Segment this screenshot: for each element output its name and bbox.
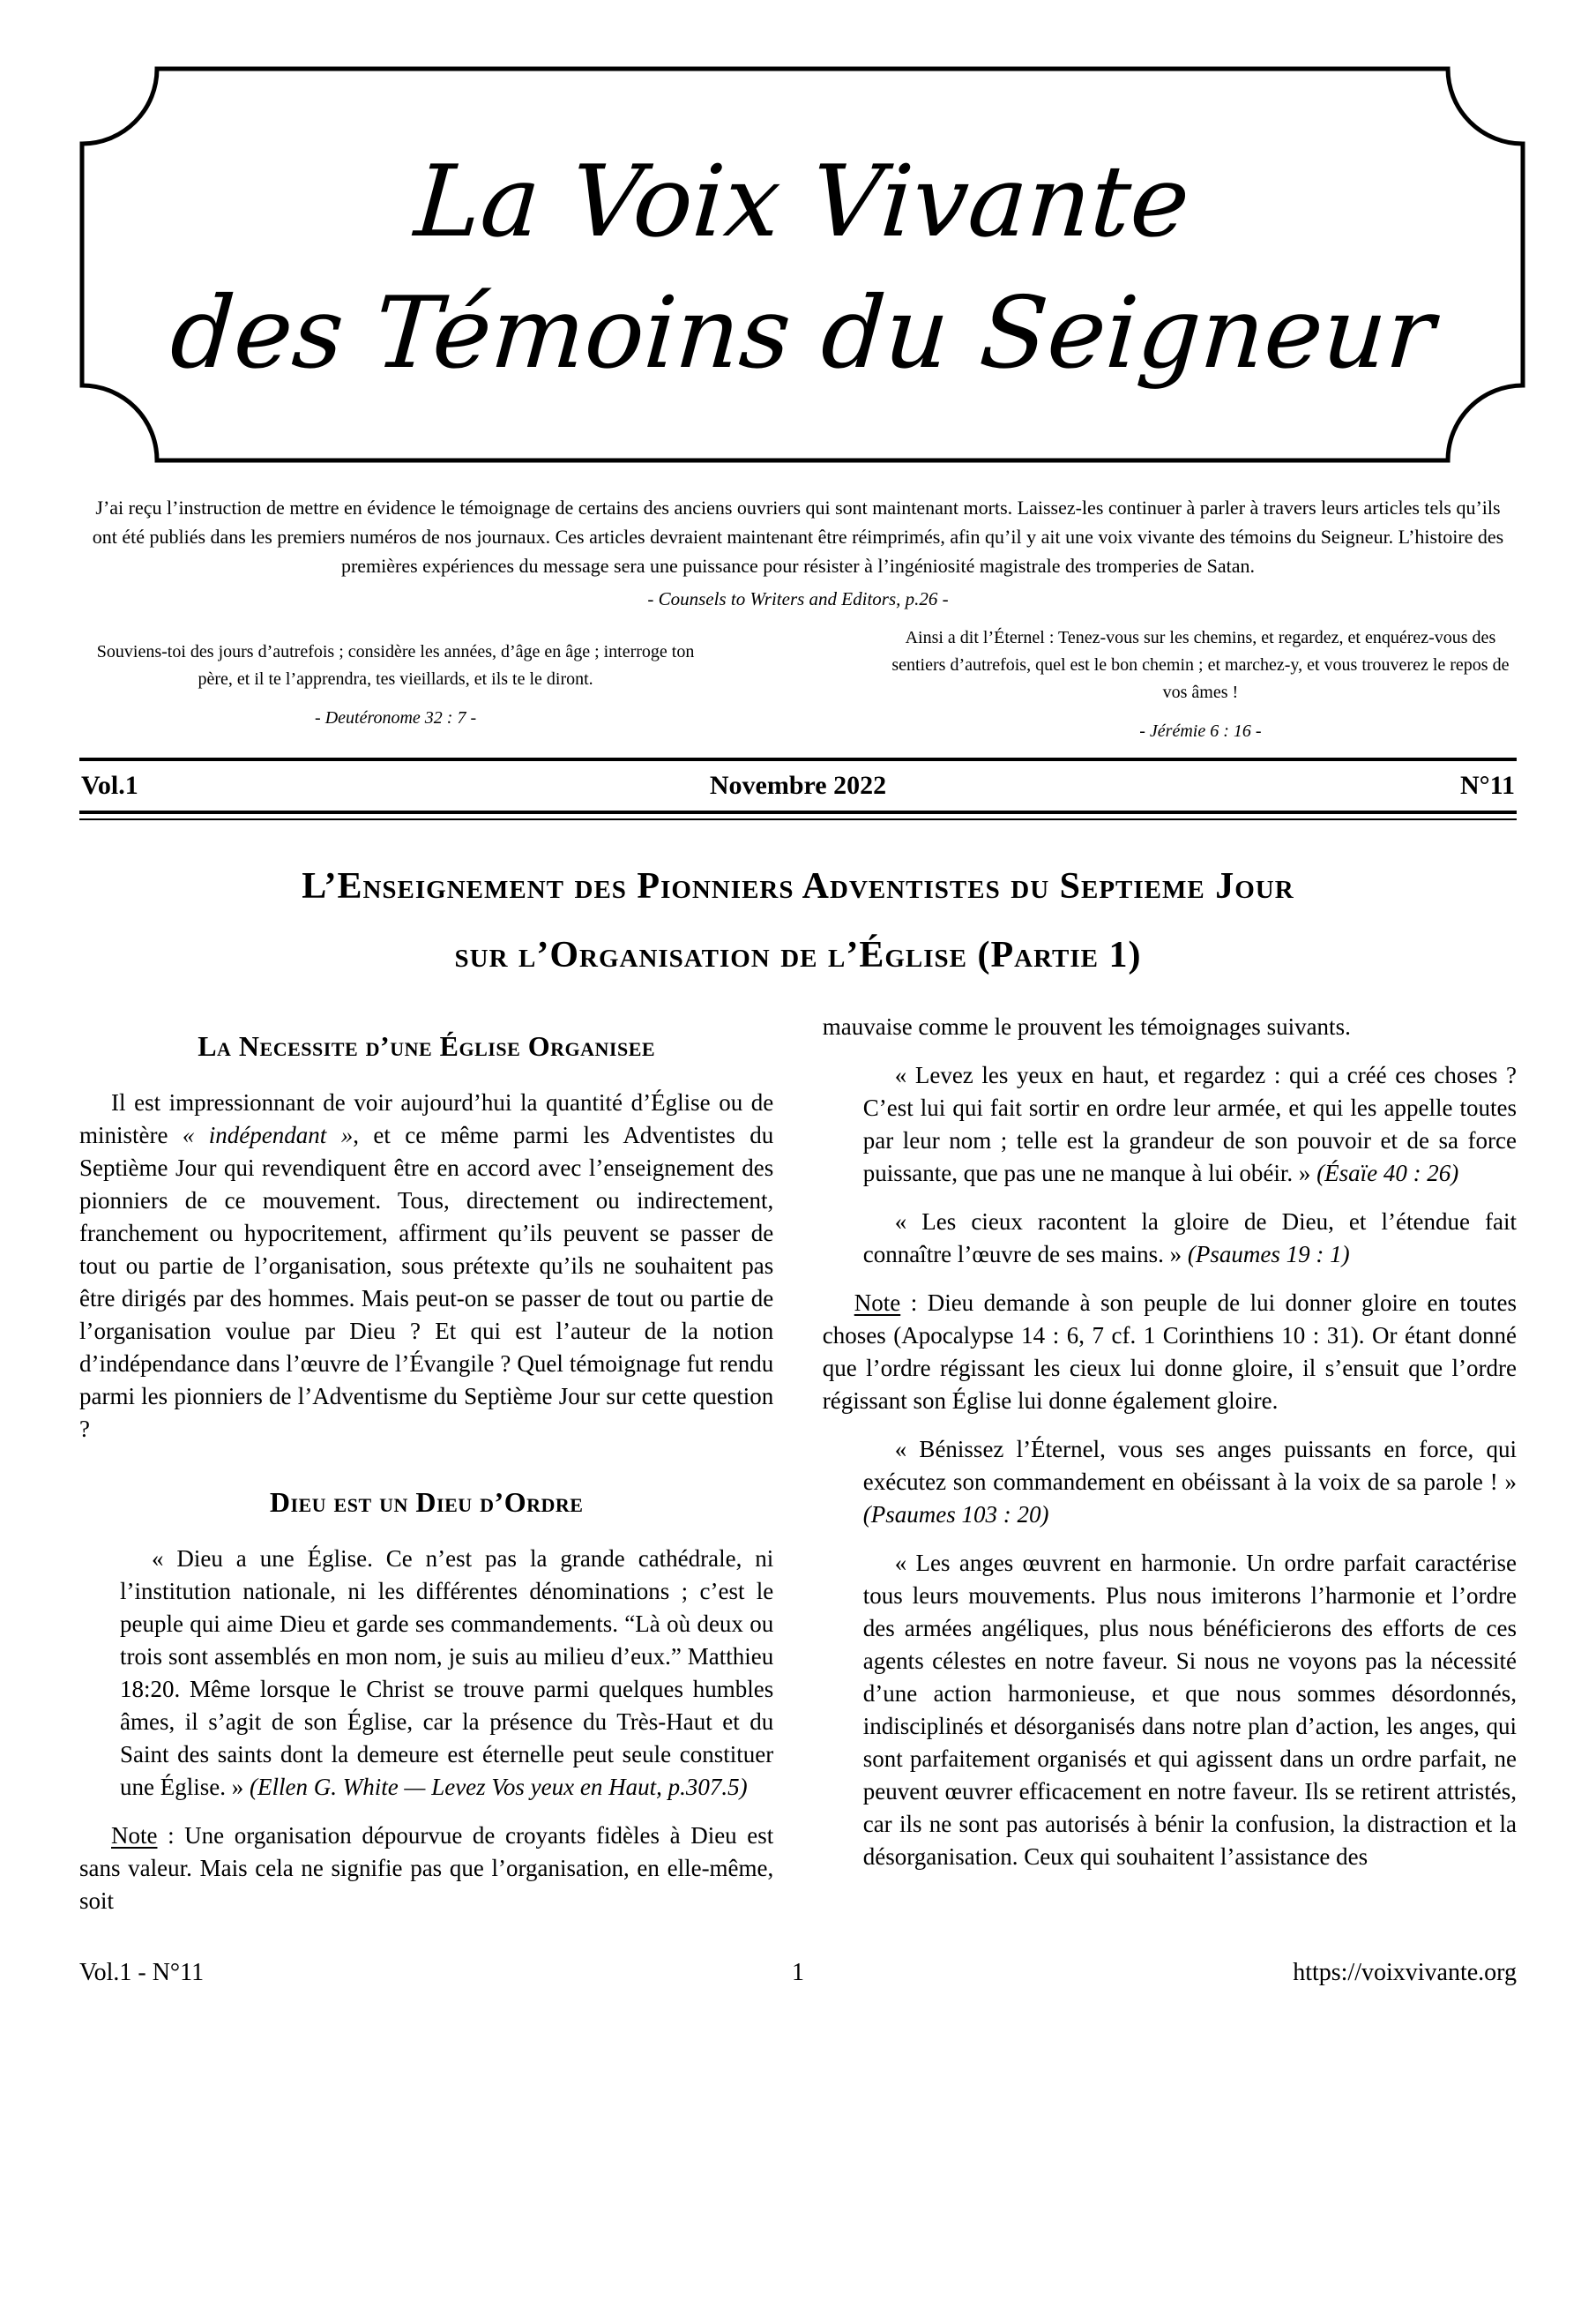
right-column bbox=[823, 1011, 1517, 1917]
issue-bar bbox=[79, 758, 1517, 814]
epigraph-left bbox=[79, 639, 712, 732]
intro-attribution: - Counsels to Writers and Editors, p.26 - bbox=[647, 588, 949, 609]
epigraph-left-attribution: - Deutéronome 32 : 7 - bbox=[315, 707, 477, 728]
quote-paragraph: « Dieu a une Église. Ce n’est pas la grande cathédrale, ni l’institution nationale, ni les différentes dénominations ; c’est le peuple qui aime Dieu et garde ses commandements. “Là où deux ou trois sont assemblés en mon nom, je suis au milieu d’eux.” Matthieu 18:20. Même lorsque le Christ se trouve parmi quelques humbles âmes, il s’agit de son Église, car la présence du Très-Haut et du Saint des saints dont la demeure est éternelle peut seule constituer une Église. » (Ellen G. White — Levez Vos yeux en Haut, p.307.5) bbox=[120, 1545, 774, 1800]
left-column bbox=[79, 1011, 773, 1917]
epigraph-right-text: Ainsi a dit l’Éternel : Tenez-vous sur les chemins, et regardez, et enquérez-vous des sentiers d’autrefois, quel est le bon chemin ; et marchez-y, et vous trouverez le repos de vos âmes ! bbox=[891, 628, 1510, 702]
masthead-title-line1: La Voix Vivante bbox=[411, 144, 1194, 259]
masthead bbox=[79, 66, 1525, 463]
quote-paragraph: « Les cieux racontent la gloire de Dieu, et l’étendue fait connaître l’œuvre de ses mains. » (Psaumes 19 : 1) bbox=[862, 1208, 1517, 1267]
article-title bbox=[79, 852, 1517, 990]
section-heading-god-of-order: Dieu est un Dieu d’Ordre bbox=[269, 1486, 584, 1518]
epigraphs-row bbox=[79, 624, 1517, 745]
note-paragraph: Note : Une organisation dépourvue de croyants fidèles à Dieu est sans valeur. Mais cela ne signifie pas que l’organisation, en elle-même, soit bbox=[79, 1822, 774, 1914]
footer-url: https://voixvivante.org bbox=[1293, 1959, 1517, 1986]
epigraph-right bbox=[884, 624, 1517, 745]
issue-date: Novembre 2022 bbox=[709, 771, 887, 800]
epigraph-left-text: Souviens-toi des jours d’autrefois ; considère les années, d’âge en âge ; interroge ton père, et il te l’apprendra, tes vieillards, et ils te le diront. bbox=[96, 641, 695, 689]
intro-quote: J’ai reçu l’instruction de mettre en évidence le témoignage de certains des anciens ouvriers qui sont maintenant morts. Laissez-les continuer à parler à travers leurs articles tels qu’ils ont été publiés dans les premiers numéros de nos journaux. Ces articles devraient maintenant être réimprimés, afin qu’il y ait une voix vivante des témoins du Seigneur. L’histoire des premières expériences du message sera une puissance pour résister à l’ingéniosité magistrale des tromperies de Satan. bbox=[92, 497, 1504, 577]
footer-volume-number: Vol.1 - N°11 bbox=[79, 1959, 205, 1986]
quote-paragraph: « Bénissez l’Éternel, vous ses anges puissants en force, qui exécutez son commandement en obéissant à la voix de sa parole ! » (Psaumes 103 : 20) bbox=[862, 1436, 1517, 1528]
note-paragraph: Note : Dieu demande à son peuple de lui donner gloire en toutes choses (Apocalypse 14 : 6, 7 cf. 1 Corinthiens 10 : 31). Or étant donné que l’ordre régissant les cieux lui donne gloire, il s’ensuit que l’ordre régissant son Église lui donne également gloire. bbox=[822, 1289, 1517, 1414]
section-heading-necessity: La Necessite d’une Église Organisee bbox=[198, 1030, 656, 1062]
page-footer bbox=[79, 1958, 1517, 1988]
epigraph-right-attribution: - Jérémie 6 : 16 - bbox=[1139, 721, 1262, 741]
quote-paragraph: « Levez les yeux en haut, et regardez : qui a créé ces choses ? C’est lui qui fait sortir en ordre leur armée, et qui les appelle toutes par leur nom ; telle est la grandeur de son pouvoir et de sa force puissante, que pas une ne manque à lui obéir. » (Ésaïe 40 : 26) bbox=[862, 1062, 1517, 1186]
masthead-title-line2: des Témoins du Seigneur bbox=[167, 276, 1438, 391]
issue-volume: Vol.1 bbox=[81, 771, 138, 800]
footer-page-number: 1 bbox=[792, 1959, 804, 1986]
newsletter-page bbox=[0, 66, 1596, 2324]
issue-number: N°11 bbox=[1459, 771, 1515, 800]
article-paragraph: Il est impressionnant de voir aujourd’hui la quantité d’Église ou de ministère « indépendant », et ce même parmi les Adventistes du Septième Jour qui revendiquent être en accord avec l’enseignement des pionniers de ce mouvement. Tous, directement ou indirectement, franchement ou hypocritement, affirment qu’ils peuvent se passer de tout ou partie de l’organisation, sous prétexte qu’ils ne souhaitent pas être dirigés par des hommes. Mais peut-on se passer de tout ou partie de l’organisation voulue par Dieu ? Et qui est l’auteur de la notion d’indépendance dans l’œuvre de l’Évangile ? Quel témoignage fut rendu parmi les pionniers de l’Adventisme du Septième Jour sur cette question ? bbox=[79, 1089, 774, 1442]
article-columns bbox=[79, 1011, 1517, 1917]
quote-paragraph: « Les anges œuvrent en harmonie. Un ordre parfait caractérise tous leurs mouvements. Plus nous imiterons l’harmonie et l’ordre des armées angéliques, plus nous bénéficierons des efforts de ces agents célestes en notre faveur. Si nous ne voyons pas la nécessité d’une action harmonieuse, et que nous sommes désordonnés, indisciplinés et désorganisés dans notre plan d’action, les anges, qui sont parfaitement organisés et qui agissent dans un ordre parfait, ne peuvent œuvrer efficacement en notre faveur. Ils se retirent attristés, car ils ne sont pas autorisés à bénir la confusion, la distraction et la désorganisation. Ceux qui souhaitent l’assistance des bbox=[862, 1550, 1517, 1870]
article-title-line1: L’Enseignement des Pionniers Adventistes du Septieme Jour bbox=[302, 866, 1294, 907]
masthead-title bbox=[79, 66, 1525, 463]
continuation-paragraph: mauvaise comme le prouvent les témoignages suivants. bbox=[822, 1013, 1351, 1040]
article-title-line2: sur l’Organisation de l’Église (Partie 1) bbox=[454, 935, 1142, 975]
issue-bar-underline bbox=[79, 818, 1517, 820]
